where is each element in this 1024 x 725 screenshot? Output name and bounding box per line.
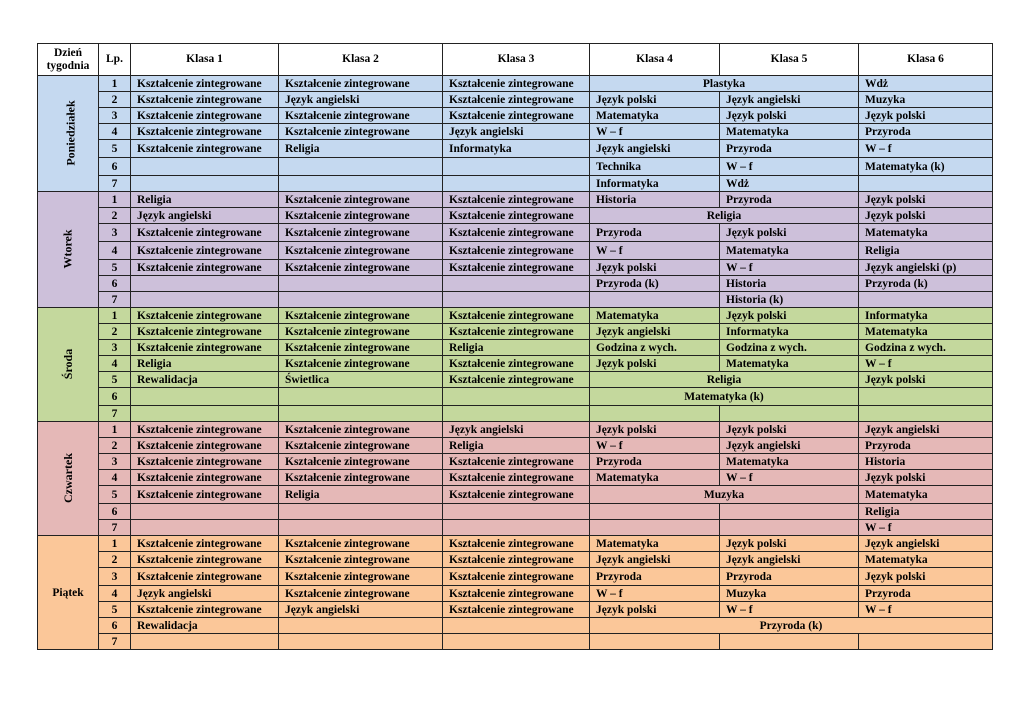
cell-class-3: Kształcenie zintegrowane <box>443 552 590 568</box>
cell-class-6: Język polski <box>859 568 993 586</box>
cell-class-3 <box>443 504 590 520</box>
cell-class-3: Informatyka <box>443 140 590 158</box>
cell-class-1 <box>131 406 279 422</box>
cell-class-4-5-merged: Religia <box>590 372 859 388</box>
cell-class-6: Język angielski <box>859 422 993 438</box>
cell-class-1: Kształcenie zintegrowane <box>131 260 279 276</box>
table-row <box>38 634 993 650</box>
cell-class-4: Język polski <box>590 260 720 276</box>
lesson-number: 5 <box>99 140 131 158</box>
cell-class-5: Język angielski <box>720 92 859 108</box>
cell-class-1 <box>131 292 279 308</box>
cell-class-5 <box>720 406 859 422</box>
cell-class-4: W – f <box>590 124 720 140</box>
lesson-number: 1 <box>99 422 131 438</box>
lesson-number: 1 <box>99 76 131 92</box>
cell-class-2: Kształcenie zintegrowane <box>279 124 443 140</box>
cell-class-6: Przyroda <box>859 438 993 454</box>
cell-class-5: W – f <box>720 260 859 276</box>
cell-class-5 <box>720 520 859 536</box>
cell-class-2: Kształcenie zintegrowane <box>279 224 443 242</box>
table-row <box>38 292 993 308</box>
cell-class-3: Kształcenie zintegrowane <box>443 108 590 124</box>
cell-class-2: Kształcenie zintegrowane <box>279 568 443 586</box>
cell-class-6 <box>859 634 993 650</box>
cell-class-4: Godzina z wych. <box>590 340 720 356</box>
cell-class-1 <box>131 176 279 192</box>
cell-class-6: Język angielski <box>859 536 993 552</box>
cell-class-5: Język polski <box>720 224 859 242</box>
cell-class-5: Język polski <box>720 108 859 124</box>
cell-class-2: Kształcenie zintegrowane <box>279 454 443 470</box>
cell-class-2: Kształcenie zintegrowane <box>279 324 443 340</box>
cell-class-3 <box>443 520 590 536</box>
cell-class-6: Przyroda <box>859 124 993 140</box>
lesson-number: 1 <box>99 192 131 208</box>
lesson-number: 6 <box>99 388 131 406</box>
cell-class-1: Kształcenie zintegrowane <box>131 438 279 454</box>
cell-class-2 <box>279 618 443 634</box>
cell-class-4: Przyroda (k) <box>590 276 720 292</box>
cell-class-3: Kształcenie zintegrowane <box>443 568 590 586</box>
cell-class-6: Przyroda (k) <box>859 276 993 292</box>
table-row <box>38 242 993 260</box>
cell-class-1 <box>131 158 279 176</box>
cell-class-2 <box>279 276 443 292</box>
cell-class-1: Kształcenie zintegrowane <box>131 92 279 108</box>
cell-class-3: Język angielski <box>443 422 590 438</box>
lesson-number: 2 <box>99 208 131 224</box>
cell-class-6: Język polski <box>859 192 993 208</box>
cell-class-1 <box>131 276 279 292</box>
cell-class-4-5-merged: Muzyka <box>590 486 859 504</box>
cell-class-5: Wdż <box>720 176 859 192</box>
cell-class-2: Kształcenie zintegrowane <box>279 470 443 486</box>
lesson-number: 4 <box>99 586 131 602</box>
cell-class-6: Matematyka <box>859 552 993 568</box>
cell-class-2 <box>279 176 443 192</box>
header-class-4: Klasa 4 <box>590 44 720 76</box>
cell-class-1: Kształcenie zintegrowane <box>131 536 279 552</box>
table-row <box>38 586 993 602</box>
cell-class-6: W – f <box>859 520 993 536</box>
cell-class-3 <box>443 634 590 650</box>
cell-class-3: Kształcenie zintegrowane <box>443 260 590 276</box>
table-row <box>38 454 993 470</box>
cell-class-6: Religia <box>859 242 993 260</box>
cell-class-1: Kształcenie zintegrowane <box>131 568 279 586</box>
cell-class-1: Kształcenie zintegrowane <box>131 140 279 158</box>
day-cell <box>38 308 99 422</box>
cell-class-3 <box>443 406 590 422</box>
cell-class-3 <box>443 618 590 634</box>
cell-class-1: Kształcenie zintegrowane <box>131 108 279 124</box>
table-row <box>38 438 993 454</box>
timetable <box>37 43 993 650</box>
cell-class-3 <box>443 158 590 176</box>
table-row <box>38 76 993 92</box>
cell-class-2: Język angielski <box>279 92 443 108</box>
cell-class-1: Rewalidacja <box>131 618 279 634</box>
lesson-number: 5 <box>99 260 131 276</box>
cell-class-6: Język polski <box>859 208 993 224</box>
table-row <box>38 486 993 504</box>
cell-class-3: Kształcenie zintegrowane <box>443 76 590 92</box>
cell-class-2: Religia <box>279 486 443 504</box>
cell-class-1: Religia <box>131 356 279 372</box>
lesson-number: 2 <box>99 438 131 454</box>
cell-class-6 <box>859 406 993 422</box>
table-row <box>38 92 993 108</box>
cell-class-4-5-merged: Religia <box>590 208 859 224</box>
lesson-number: 2 <box>99 552 131 568</box>
lesson-number: 7 <box>99 520 131 536</box>
cell-class-6: Godzina z wych. <box>859 340 993 356</box>
table-row <box>38 260 993 276</box>
cell-class-3 <box>443 176 590 192</box>
cell-class-1: Język angielski <box>131 586 279 602</box>
day-cell <box>38 76 99 192</box>
cell-class-1: Kształcenie zintegrowane <box>131 242 279 260</box>
cell-class-1: Kształcenie zintegrowane <box>131 340 279 356</box>
header-class-6: Klasa 6 <box>859 44 993 76</box>
cell-class-1 <box>131 520 279 536</box>
cell-class-3: Kształcenie zintegrowane <box>443 536 590 552</box>
cell-class-4: Matematyka <box>590 308 720 324</box>
cell-class-2: Język angielski <box>279 602 443 618</box>
cell-class-4: Język polski <box>590 356 720 372</box>
cell-class-5: Język angielski <box>720 552 859 568</box>
lesson-number: 4 <box>99 124 131 140</box>
lesson-number: 7 <box>99 292 131 308</box>
header-lp: Lp. <box>99 44 131 76</box>
cell-class-1 <box>131 634 279 650</box>
cell-class-2: Kształcenie zintegrowane <box>279 108 443 124</box>
cell-class-3: Kształcenie zintegrowane <box>443 470 590 486</box>
cell-class-1: Kształcenie zintegrowane <box>131 470 279 486</box>
cell-class-6: Wdż <box>859 76 993 92</box>
cell-class-2 <box>279 388 443 406</box>
cell-class-4-5-merged: Plastyka <box>590 76 859 92</box>
cell-class-6 <box>859 176 993 192</box>
header-day: Dzień tygodnia <box>38 44 99 76</box>
table-row <box>38 406 993 422</box>
cell-class-2: Kształcenie zintegrowane <box>279 586 443 602</box>
cell-class-2: Świetlica <box>279 372 443 388</box>
day-name: Piątek <box>52 586 84 599</box>
cell-class-5: Historia (k) <box>720 292 859 308</box>
table-row <box>38 520 993 536</box>
cell-class-3: Religia <box>443 340 590 356</box>
cell-class-2 <box>279 158 443 176</box>
cell-class-6: Matematyka <box>859 486 993 504</box>
lesson-number: 3 <box>99 224 131 242</box>
cell-class-3 <box>443 292 590 308</box>
cell-class-1: Kształcenie zintegrowane <box>131 76 279 92</box>
header-class-1: Klasa 1 <box>131 44 279 76</box>
lesson-number: 7 <box>99 406 131 422</box>
cell-class-6: Matematyka <box>859 324 993 340</box>
table-row <box>38 536 993 552</box>
cell-class-4 <box>590 634 720 650</box>
lesson-number: 6 <box>99 276 131 292</box>
table-row <box>38 618 993 634</box>
cell-class-2: Kształcenie zintegrowane <box>279 308 443 324</box>
lesson-number: 5 <box>99 372 131 388</box>
cell-class-5: W – f <box>720 470 859 486</box>
cell-class-2: Kształcenie zintegrowane <box>279 422 443 438</box>
cell-class-4: Język angielski <box>590 140 720 158</box>
lesson-number: 7 <box>99 634 131 650</box>
table-row <box>38 504 993 520</box>
cell-class-3 <box>443 388 590 406</box>
table-row <box>38 124 993 140</box>
cell-class-4: Język angielski <box>590 324 720 340</box>
cell-class-3: Kształcenie zintegrowane <box>443 454 590 470</box>
cell-class-5: Język polski <box>720 422 859 438</box>
cell-class-1: Kształcenie zintegrowane <box>131 124 279 140</box>
day-cell <box>38 536 99 650</box>
table-row <box>38 552 993 568</box>
cell-class-5: Matematyka <box>720 454 859 470</box>
table-row <box>38 108 993 124</box>
lesson-number: 4 <box>99 242 131 260</box>
cell-class-5: Język polski <box>720 308 859 324</box>
cell-class-4: W – f <box>590 438 720 454</box>
lesson-number: 2 <box>99 92 131 108</box>
cell-class-3: Kształcenie zintegrowane <box>443 208 590 224</box>
lesson-number: 1 <box>99 308 131 324</box>
cell-class-3: Kształcenie zintegrowane <box>443 224 590 242</box>
cell-class-6: Język polski <box>859 372 993 388</box>
cell-class-2 <box>279 504 443 520</box>
cell-class-3: Kształcenie zintegrowane <box>443 242 590 260</box>
cell-class-1: Kształcenie zintegrowane <box>131 324 279 340</box>
lesson-number: 1 <box>99 536 131 552</box>
cell-class-4: Przyroda <box>590 224 720 242</box>
cell-class-5: Matematyka <box>720 242 859 260</box>
cell-class-1 <box>131 504 279 520</box>
cell-class-4: Matematyka <box>590 536 720 552</box>
cell-class-3: Kształcenie zintegrowane <box>443 356 590 372</box>
cell-class-5: Matematyka <box>720 356 859 372</box>
cell-class-3: Kształcenie zintegrowane <box>443 324 590 340</box>
cell-class-2 <box>279 634 443 650</box>
lesson-number: 7 <box>99 176 131 192</box>
day-cell <box>38 192 99 308</box>
table-row <box>38 140 993 158</box>
cell-class-4: Język angielski <box>590 552 720 568</box>
table-row <box>38 208 993 224</box>
cell-class-4: Język polski <box>590 92 720 108</box>
cell-class-5: Przyroda <box>720 140 859 158</box>
header-class-3: Klasa 3 <box>443 44 590 76</box>
cell-class-1 <box>131 388 279 406</box>
lesson-number: 3 <box>99 454 131 470</box>
cell-class-4: W – f <box>590 586 720 602</box>
cell-class-2: Kształcenie zintegrowane <box>279 76 443 92</box>
table-row <box>38 308 993 324</box>
cell-class-5: W – f <box>720 602 859 618</box>
header-class-2: Klasa 2 <box>279 44 443 76</box>
lesson-number: 4 <box>99 356 131 372</box>
cell-class-1: Kształcenie zintegrowane <box>131 454 279 470</box>
cell-class-5 <box>720 504 859 520</box>
cell-class-6: Przyroda <box>859 586 993 602</box>
lesson-number: 2 <box>99 324 131 340</box>
cell-class-5: Informatyka <box>720 324 859 340</box>
table-row <box>38 356 993 372</box>
table-row <box>38 422 993 438</box>
day-cell <box>38 422 99 536</box>
cell-class-1: Kształcenie zintegrowane <box>131 486 279 504</box>
cell-class-4 <box>590 406 720 422</box>
cell-class-4: Matematyka <box>590 470 720 486</box>
cell-class-4: Matematyka <box>590 108 720 124</box>
lesson-number: 6 <box>99 158 131 176</box>
cell-class-4: Przyroda <box>590 454 720 470</box>
cell-class-4: Przyroda <box>590 568 720 586</box>
cell-class-2: Kształcenie zintegrowane <box>279 260 443 276</box>
cell-class-2: Religia <box>279 140 443 158</box>
cell-class-1: Kształcenie zintegrowane <box>131 422 279 438</box>
cell-class-2: Kształcenie zintegrowane <box>279 340 443 356</box>
table-row <box>38 158 993 176</box>
day-name: Wtorek <box>60 229 75 269</box>
day-name: Środa <box>61 348 75 380</box>
cell-class-3: Kształcenie zintegrowane <box>443 586 590 602</box>
cell-class-6: W – f <box>859 140 993 158</box>
cell-class-3: Kształcenie zintegrowane <box>443 308 590 324</box>
cell-class-1: Religia <box>131 192 279 208</box>
cell-class-4-5-merged: Matematyka (k) <box>590 388 859 406</box>
cell-class-6: W – f <box>859 356 993 372</box>
cell-class-3: Kształcenie zintegrowane <box>443 192 590 208</box>
cell-class-6: Język polski <box>859 470 993 486</box>
cell-class-5: Godzina z wych. <box>720 340 859 356</box>
cell-class-3: Religia <box>443 438 590 454</box>
lesson-number: 4 <box>99 470 131 486</box>
cell-class-6 <box>859 292 993 308</box>
cell-class-1: Kształcenie zintegrowane <box>131 224 279 242</box>
lesson-number: 6 <box>99 504 131 520</box>
table-row <box>38 470 993 486</box>
cell-class-5: Przyroda <box>720 568 859 586</box>
header-class-5: Klasa 5 <box>720 44 859 76</box>
table-row <box>38 276 993 292</box>
cell-class-4: Język polski <box>590 602 720 618</box>
cell-class-5 <box>720 634 859 650</box>
cell-class-4: Język polski <box>590 422 720 438</box>
lesson-number: 6 <box>99 618 131 634</box>
cell-class-6: Muzyka <box>859 92 993 108</box>
cell-class-4: Historia <box>590 192 720 208</box>
cell-class-5: Język polski <box>720 536 859 552</box>
table-row <box>38 324 993 340</box>
lesson-number: 5 <box>99 486 131 504</box>
cell-class-3: Kształcenie zintegrowane <box>443 372 590 388</box>
cell-class-6: Matematyka (k) <box>859 158 993 176</box>
cell-class-4: Technika <box>590 158 720 176</box>
cell-class-6: Religia <box>859 504 993 520</box>
cell-class-6: W – f <box>859 602 993 618</box>
cell-class-2: Kształcenie zintegrowane <box>279 552 443 568</box>
cell-class-2: Kształcenie zintegrowane <box>279 208 443 224</box>
table-row <box>38 224 993 242</box>
table-row <box>38 602 993 618</box>
table-row <box>38 176 993 192</box>
day-name: Poniedziałek <box>63 100 78 166</box>
table-row <box>38 388 993 406</box>
cell-class-5: Przyroda <box>720 192 859 208</box>
cell-class-1: Rewalidacja <box>131 372 279 388</box>
cell-class-4-6-merged: Przyroda (k) <box>590 618 993 634</box>
cell-class-1: Kształcenie zintegrowane <box>131 602 279 618</box>
cell-class-5: Matematyka <box>720 124 859 140</box>
table-row <box>38 372 993 388</box>
lesson-number: 3 <box>99 568 131 586</box>
cell-class-4: W – f <box>590 242 720 260</box>
cell-class-2: Kształcenie zintegrowane <box>279 242 443 260</box>
cell-class-4 <box>590 292 720 308</box>
cell-class-4: Informatyka <box>590 176 720 192</box>
cell-class-3 <box>443 276 590 292</box>
cell-class-6: Matematyka <box>859 224 993 242</box>
day-name: Czwartek <box>60 453 75 503</box>
cell-class-1: Kształcenie zintegrowane <box>131 308 279 324</box>
cell-class-5: Historia <box>720 276 859 292</box>
cell-class-5: Język angielski <box>720 438 859 454</box>
header-row <box>38 44 993 76</box>
cell-class-3: Kształcenie zintegrowane <box>443 602 590 618</box>
table-row <box>38 192 993 208</box>
cell-class-2: Kształcenie zintegrowane <box>279 356 443 372</box>
cell-class-1: Kształcenie zintegrowane <box>131 552 279 568</box>
table-row <box>38 568 993 586</box>
cell-class-6: Język polski <box>859 108 993 124</box>
lesson-number: 3 <box>99 340 131 356</box>
cell-class-2: Kształcenie zintegrowane <box>279 192 443 208</box>
cell-class-5: Muzyka <box>720 586 859 602</box>
cell-class-4 <box>590 520 720 536</box>
cell-class-2 <box>279 520 443 536</box>
cell-class-4 <box>590 504 720 520</box>
cell-class-2 <box>279 406 443 422</box>
cell-class-3: Język angielski <box>443 124 590 140</box>
table-row <box>38 340 993 356</box>
cell-class-1: Język angielski <box>131 208 279 224</box>
cell-class-6 <box>859 388 993 406</box>
cell-class-2 <box>279 292 443 308</box>
lesson-number: 3 <box>99 108 131 124</box>
cell-class-3: Kształcenie zintegrowane <box>443 92 590 108</box>
cell-class-6: Język angielski (p) <box>859 260 993 276</box>
lesson-number: 5 <box>99 602 131 618</box>
cell-class-3: Kształcenie zintegrowane <box>443 486 590 504</box>
cell-class-6: Informatyka <box>859 308 993 324</box>
cell-class-6: Historia <box>859 454 993 470</box>
cell-class-2: Kształcenie zintegrowane <box>279 438 443 454</box>
cell-class-2: Kształcenie zintegrowane <box>279 536 443 552</box>
cell-class-5: W – f <box>720 158 859 176</box>
